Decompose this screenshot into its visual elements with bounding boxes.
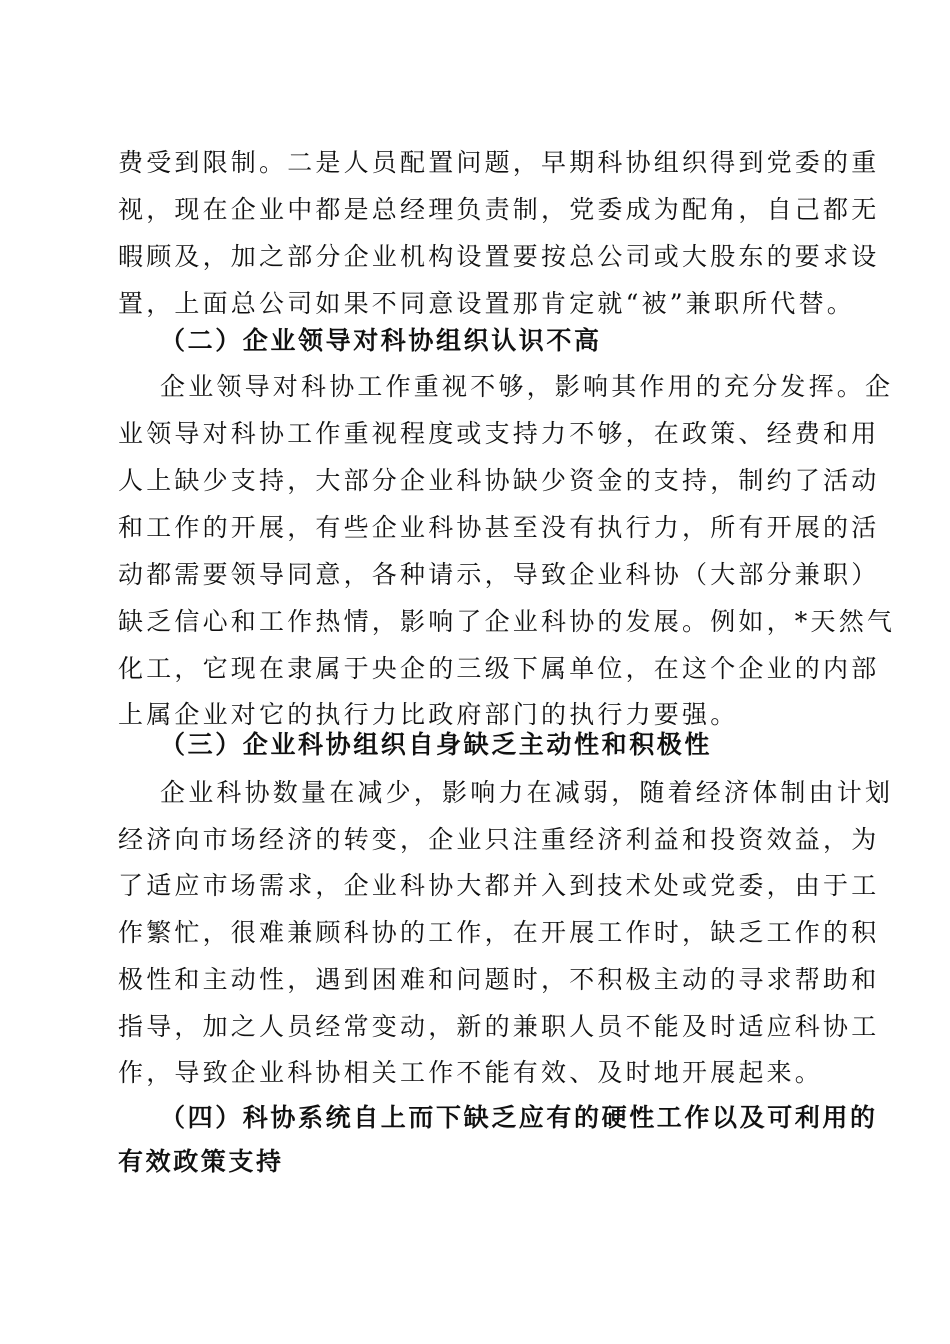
body-text-line: 缺乏信心和工作热情，影响了企业科协的发展。例如，*天然气 (118, 607, 896, 636)
body-text-line: 作，导致企业科协相关工作不能有效、及时地开展起来。 (118, 1058, 824, 1087)
section-heading-3: （三）企业科协组织自身缺乏主动性和积极性 (160, 730, 713, 759)
body-text-line: 极性和主动性，遇到困难和问题时，不积极主动的寻求帮助和 (118, 965, 880, 994)
body-text-line: 了适应市场需求，企业科协大都并入到技术处或党委，由于工 (118, 871, 880, 900)
section-heading-4-continued: 有效政策支持 (118, 1147, 284, 1176)
body-text-line: 和工作的开展，有些企业科协甚至没有执行力，所有开展的活 (118, 513, 880, 542)
body-text-line: 人上缺少支持，大部分企业科协缺少资金的支持，制约了活动 (118, 466, 880, 495)
body-text-line: 化工，它现在隶属于央企的三级下属单位，在这个企业的内部 (118, 654, 880, 683)
body-text-line: 视，现在企业中都是总经理负责制，党委成为配角，自己都无 (118, 195, 880, 224)
body-text-line: 业领导对科协工作重视程度或支持力不够，在政策、经费和用 (118, 419, 880, 448)
body-text-line: 暇顾及，加之部分企业机构设置要按总公司或大股东的要求设 (118, 242, 880, 271)
body-text-line: 置，上面总公司如果不同意设置那肯定就“被”兼职所代替。 (118, 289, 855, 318)
body-text-line: 动都需要领导同意，各种请示，导致企业科协（大部分兼职） (118, 560, 880, 589)
body-text-line: 企业领导对科协工作重视不够，影响其作用的充分发挥。企 (160, 372, 894, 401)
section-heading-4: （四）科协系统自上而下缺乏应有的硬性工作以及可利用的 (160, 1103, 878, 1132)
body-text-line: 企业科协数量在减少，影响力在减弱，随着经济体制由计划 (160, 778, 894, 807)
body-text-line: 指导，加之人员经常变动，新的兼职人员不能及时适应科协工 (118, 1012, 880, 1041)
body-text-line: 作繁忙，很难兼顾科协的工作，在开展工作时，缺乏工作的积 (118, 918, 880, 947)
section-heading-2: （二）企业领导对科协组织认识不高 (160, 326, 602, 355)
body-text-line: 费受到限制。二是人员配置问题，早期科协组织得到党委的重 (118, 148, 880, 177)
body-text-line: 上属企业对它的执行力比政府部门的执行力要强。 (118, 700, 739, 729)
body-text-line: 经济向市场经济的转变，企业只注重经济利益和投资效益，为 (118, 825, 880, 854)
